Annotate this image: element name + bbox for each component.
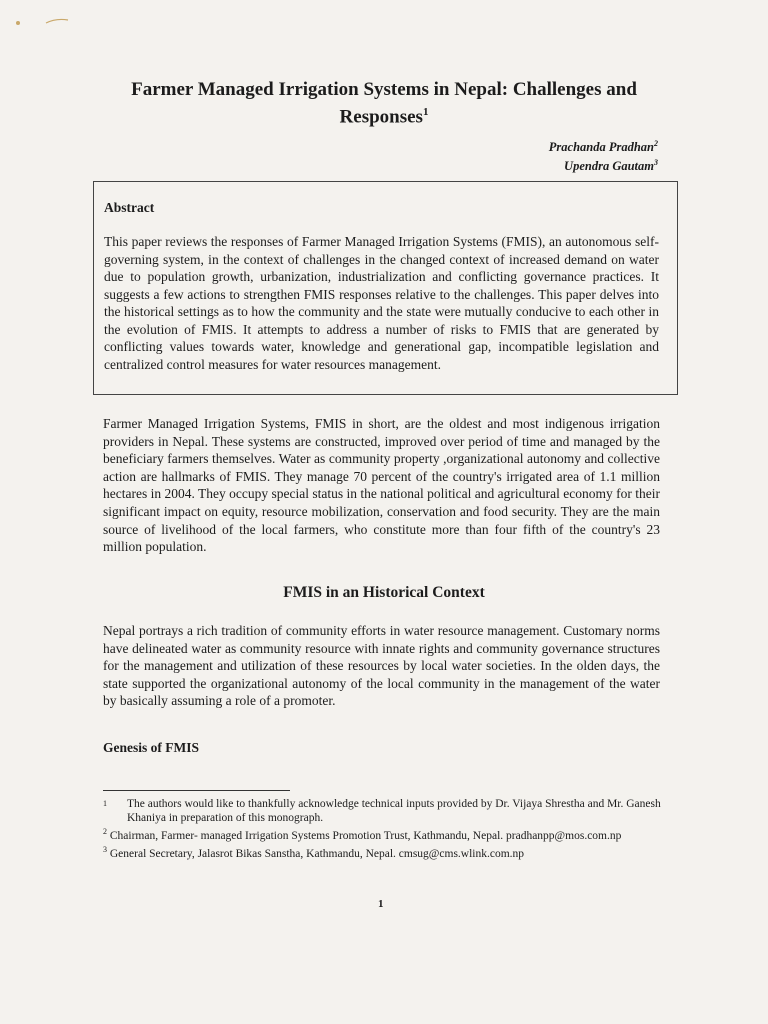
abstract-heading: Abstract: [104, 200, 155, 215]
scan-artifact-mark: [12, 14, 72, 28]
author-name: Upendra Gautam: [564, 159, 654, 174]
section-heading: FMIS in an Historical Context: [283, 584, 485, 601]
author-name: Prachanda Pradhan: [548, 140, 654, 155]
footnote: [103, 843, 673, 861]
abstract-text: This paper reviews the responses of Farmer Managed Irrigation Systems (FMIS), an autonomous self-governing system, in the context of challenges in the changed context of increased demand on water due to population growth, urbanization, industrialization and conflicting governance practices. It suggests a few actions to strengthen FMIS responses relative to the challenges. This paper delves into the historical settings as to how the community and the state were mutually conducive to each other in the evolution of FMIS. It attempts to address a number of risks to FMIS that are generated by conflicting values towards water, knowledge and generational gap, incompatible legislation and centralized control measures for water resources management.: [104, 234, 659, 372]
footnotes: [103, 797, 673, 861]
footnote: [103, 825, 673, 843]
intro-paragraph: Farmer Managed Irrigation Systems, FMIS in short, are the oldest and most indigenous irrigation providers in Nepal. These systems are constructed, improved over period of time and managed by the beneficiary farmers themselves. Water as community property ,organizational autonomy and collective action are hallmarks of FMIS. They manage 70 percent of the country's irrigated area of 1.1 million hectares in 2004. They occupy special status in the national political and agricultural economy for their significant impact on equity, resource mobilization, conservation and food security. They are the main source of livelihood of the local farmers, who constitute more than four fifth of the country's 23 million population.: [103, 416, 660, 555]
author-marker: 3: [654, 158, 658, 168]
author: [549, 136, 658, 155]
document-title: [96, 78, 672, 128]
footnote: [103, 797, 673, 825]
subsection-heading: Genesis of FMIS: [103, 740, 199, 755]
footnote-marker: 2: [103, 827, 107, 836]
section-paragraph: Nepal portrays a rich tradition of community efforts in water resource management. Customary norms have delineated water as community resource with innate rights and community governance structures for the management and utilization of these resources by local water societies. In the olden days, the state supported the organizational autonomy of the local community in the management of the water by basically assuming a role of a promoter.: [103, 623, 660, 709]
abstract-box: [93, 181, 678, 395]
title-footnote-marker: 1: [422, 106, 429, 118]
footnote-marker: 1: [103, 799, 107, 808]
page-number: 1: [378, 898, 384, 910]
footnote-text: Chairman, Farmer- managed Irrigation Systems Promotion Trust, Kathmandu, Nepal. pradhanpp@mos.com.np: [109, 829, 622, 842]
author: [549, 155, 658, 174]
footnote-text: General Secretary, Jalasrot Bikas Sanstha, Kathmandu, Nepal. cmsug@cms.wlink.com.np: [109, 847, 525, 860]
footnote-marker: 3: [103, 844, 107, 854]
title-text: Farmer Managed Irrigation Systems in Nepal: Challenges and Responses: [131, 79, 637, 128]
author-marker: 2: [654, 139, 658, 148]
footnote-text: The authors would like to thankfully acknowledge technical inputs provided by Dr. Vijaya Shrestha and Mr. Ganesh Khaniya in preparation of this monograph.: [127, 798, 661, 824]
footnote-divider: [103, 790, 290, 791]
author-list: [549, 136, 658, 174]
